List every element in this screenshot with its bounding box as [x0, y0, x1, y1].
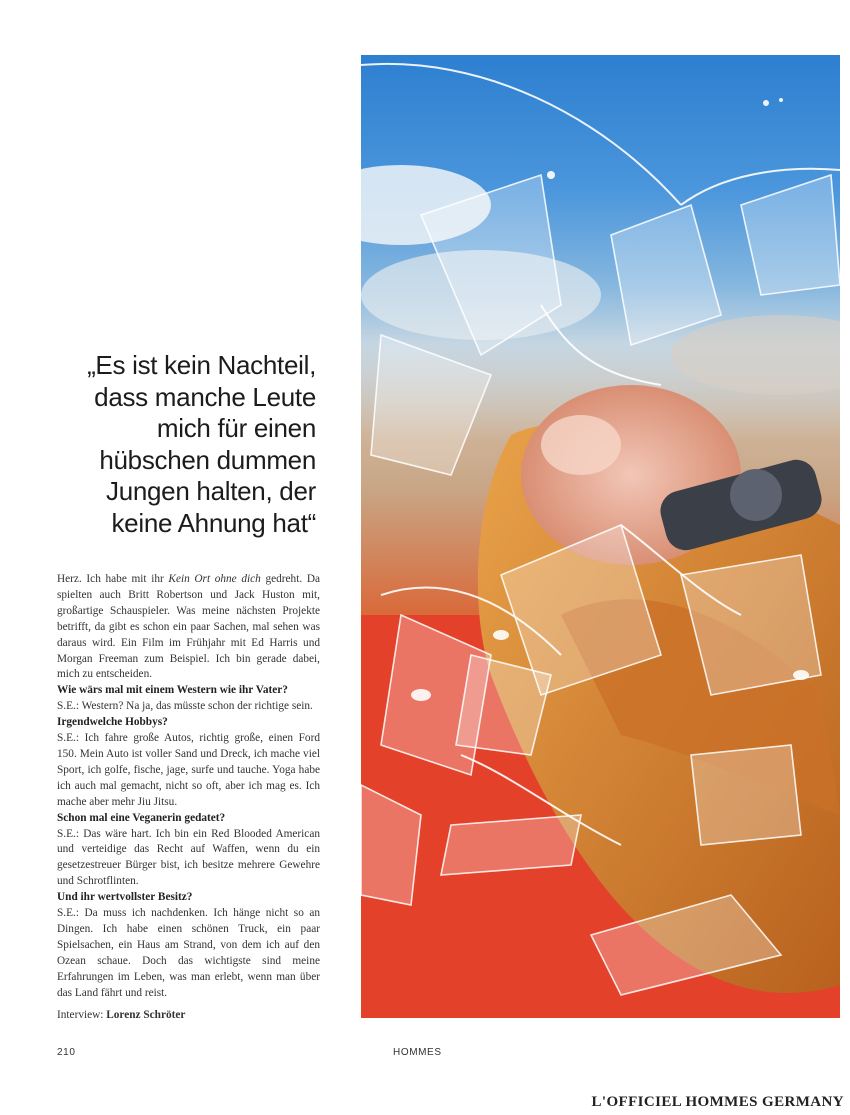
shattered-glass-photo	[361, 55, 840, 1018]
magazine-section: HOMMES	[393, 1047, 442, 1058]
interview-answer	[57, 906, 320, 1001]
interview-answer	[57, 699, 320, 715]
interview-credit	[57, 1009, 185, 1021]
speaker-label: S.E.:	[57, 700, 79, 713]
pull-quote-line: „Es ist kein Nachteil,	[87, 350, 316, 380]
answer-text: Western? Na ja, das müsste schon der richtige sein.	[78, 700, 313, 713]
interview-question: Irgendwelche Hobbys?	[57, 716, 168, 729]
interview-answer	[57, 827, 320, 891]
answer-text: Ich fahre große Autos, richtig große, einen Ford 150. Mein Auto ist voller Sand und Dreck, ich mache viel Sport, ich golfe, fische, jage, surfe und tauche. Yoga habe ich auch mal gemacht, nicht so oft, aber ich mag es. Ich mache aber mehr Jiu Jitsu.	[57, 732, 320, 808]
paragraph-text: gedreht. Da spielten auch Britt Robertson und Jack Huston mit, großartige Schauspieler. Was meine nächsten Projekte betrifft, da gibt es schon ein paar Sachen, mal sehen was daraus wird. Ein Film im Frühjahr mit Ed Harris und Morgan Freeman zum Beispiel. Ich bin gerade dabei, mich zu entscheiden.	[57, 573, 320, 681]
speaker-label: S.E.:	[57, 827, 79, 840]
pull-quote	[24, 350, 316, 539]
pull-quote-line: dass manche Leute	[94, 381, 316, 412]
pull-quote-line: Jungen halten, der	[106, 476, 316, 506]
pull-quote-line: mich für einen	[156, 413, 316, 443]
interview-answer	[57, 731, 320, 811]
credit-label: Interview:	[57, 1009, 107, 1021]
credit-name: Lorenz Schröter	[106, 1009, 186, 1021]
speaker-label: S.E.:	[57, 907, 79, 920]
pull-quote-line: keine Ahnung hat“	[111, 507, 316, 538]
speaker-label: S.E.:	[57, 732, 79, 745]
photo-illustration	[361, 55, 840, 1018]
brand-logo: L'OFFICIEL HOMMES GERMANY	[591, 1094, 844, 1110]
answer-text: Da muss ich nachdenken. Ich hänge nicht so an Dingen. Ich habe einen schönen Truck, ein paar Spielsachen, ein Haus am Strand, von dem ich auf den Ozean schaue. Doch das wichtigste sind meine Erfahrungen im Leben, was man erlebt, wenn man über das Land fährt und reist.	[57, 907, 320, 999]
interview-question: Und ihr wertvollster Besitz?	[57, 891, 193, 904]
film-title: Kein Ort ohne dich	[168, 573, 261, 585]
page-number: 210	[57, 1047, 76, 1058]
interview-question: Schon mal eine Veganerin gedatet?	[57, 811, 226, 824]
article-body	[57, 572, 320, 1001]
interview-question: Wie wärs mal mit einem Western wie ihr Vater?	[57, 684, 288, 697]
answer-text: Das wäre hart. Ich bin ein Red Blooded American und verteidige das Recht auf Waffen, wenn du ein gesetzestreuer Bürger bist, ich besitze mehrere Gewehre und Schrotflinten.	[57, 827, 320, 888]
paragraph-text: Herz. Ich habe mit ihr	[57, 573, 169, 585]
paragraph	[57, 572, 320, 683]
pull-quote-line: hübschen dummen	[99, 444, 316, 475]
